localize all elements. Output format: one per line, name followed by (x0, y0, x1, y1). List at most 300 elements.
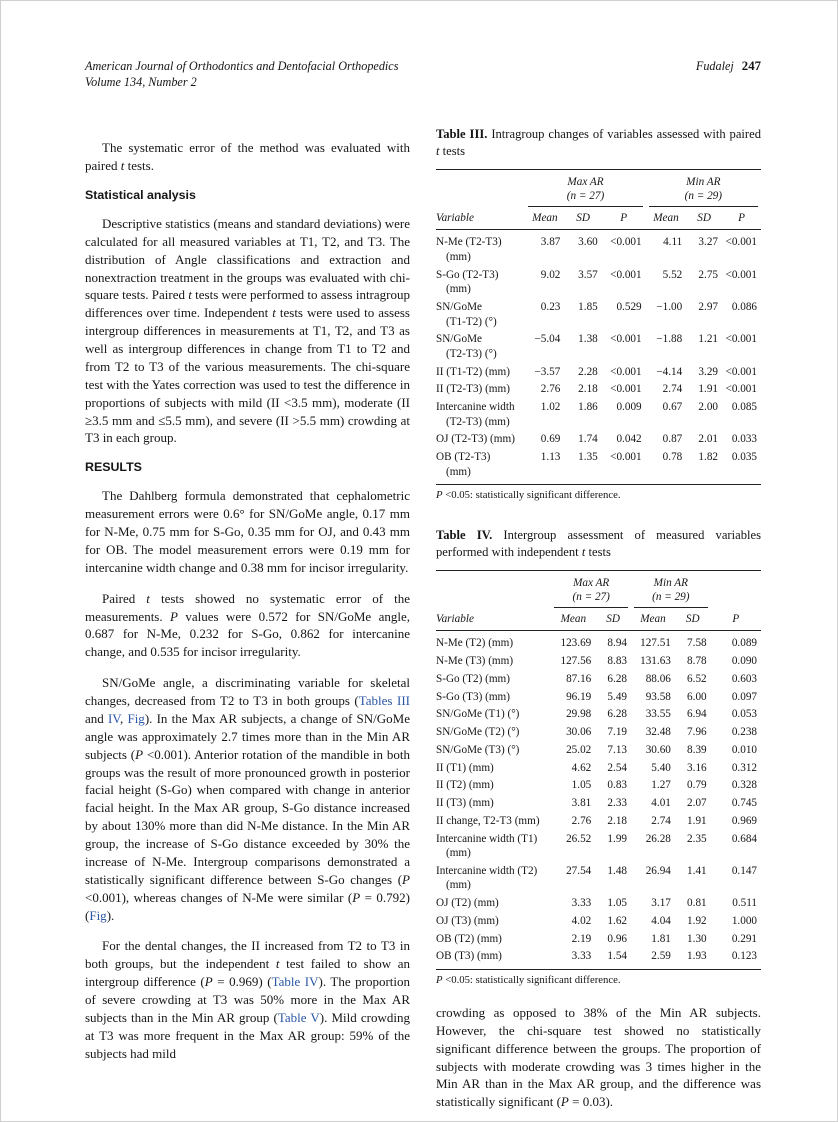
value-cell: 2.97 (698, 300, 718, 313)
value-cell: 1.13 (540, 451, 561, 464)
value-cell: 93.58 (645, 690, 671, 703)
column-header-p: P (722, 207, 761, 230)
value-cell: 0.312 (731, 761, 757, 774)
value-cell: <0.001 (610, 268, 642, 281)
table-row (436, 724, 761, 742)
page-header (85, 58, 761, 90)
two-column-body (85, 126, 761, 1122)
text-run: tests. (124, 158, 154, 174)
variable-cell: OJ (T3) (mm) (436, 914, 499, 927)
variable-cell: II change, T2-T3 (mm) (436, 814, 540, 827)
text-run: tests were performed to assess intragroup differences over time. Independent (85, 287, 410, 321)
value-cell: 0.529 (616, 300, 642, 313)
journal-title: American Journal of Orthodontics and Dentofacial Orthopedics (85, 59, 399, 73)
table-row (436, 741, 761, 759)
value-cell: 0.96 (607, 932, 627, 945)
value-cell: 1.48 (607, 864, 627, 877)
value-cell: 1.85 (578, 300, 598, 313)
value-cell: 4.11 (663, 236, 683, 249)
journal-volume: Volume 134, Number 2 (85, 75, 197, 90)
variable-cell: OB (T2-T3) (mm) (436, 451, 491, 478)
variable-cell: SN/GoMe (T1) (°) (436, 708, 520, 721)
table-row (436, 812, 761, 830)
value-cell: −4.14 (656, 365, 683, 378)
value-cell: 0.238 (731, 726, 757, 739)
table3-footnote (436, 489, 761, 503)
paragraph-dental-changes (85, 937, 410, 1062)
value-cell: 3.87 (540, 236, 561, 249)
value-cell: 2.75 (698, 268, 718, 281)
text-run: = 0.03). (568, 1094, 614, 1110)
text-run: P (436, 974, 443, 987)
variable-cell: SN/GoMe (T1-T2) (°) (436, 300, 497, 328)
variable-cell: S-Go (T3) (mm) (436, 690, 510, 703)
text-run: t (146, 590, 150, 606)
value-cell: 88.06 (645, 672, 671, 685)
value-cell: 0.745 (731, 797, 757, 810)
text-run: = 0.969) ( (212, 974, 272, 990)
table3-caption (436, 126, 761, 159)
group-n: (n = 27) (566, 190, 605, 203)
table4-group-max-ar (551, 570, 631, 608)
column-header-p: P (711, 608, 761, 631)
variable-cell: II (T1) (mm) (436, 761, 494, 774)
cross-reference-link[interactable]: Table IV (271, 974, 319, 990)
variable-cell: OB (T3) (mm) (436, 950, 502, 963)
value-cell: <0.001 (725, 383, 757, 396)
value-cell: 4.04 (651, 914, 671, 927)
text-run: t (272, 305, 276, 321)
value-cell: 5.40 (651, 761, 671, 774)
variable-cell: Intercanine width (T2-T3) (mm) (436, 401, 515, 428)
table-row (436, 431, 761, 449)
variable-cell: N-Me (T3) (mm) (436, 655, 514, 668)
value-cell: 123.69 (560, 637, 592, 650)
text-run: SN/GoMe angle, a discriminating variable for skeletal changes, decreased from T2 to T3 in both groups ( (85, 675, 410, 709)
variable-cell: SN/GoMe (T2) (°) (436, 726, 520, 739)
value-cell: 2.01 (698, 433, 718, 446)
variable-cell: Intercanine width (T2) (mm) (436, 864, 538, 892)
value-cell: <0.001 (725, 365, 757, 378)
value-cell: 1.62 (607, 914, 627, 927)
value-cell: <0.001 (610, 383, 642, 396)
table-row (436, 399, 761, 431)
value-cell: 6.00 (687, 690, 707, 703)
table-row (436, 706, 761, 724)
table-row (436, 777, 761, 795)
paragraph-paired-tests (85, 590, 410, 662)
value-cell: 3.57 (578, 268, 598, 281)
text-run: , (120, 710, 128, 726)
table-row (436, 759, 761, 777)
text-run: Descriptive statistics (means and standard deviations) were calculated for all measured variables at T1, T2, and T3. The distribution of Angle classifications and extraction and nonextraction treatment in the groups was evaluated with chi-square tests. Paired (85, 215, 410, 303)
text-run: ). Mild crowding at T3 was more frequent in the Max AR group: 59% of the subjects had mild (85, 1009, 410, 1061)
value-cell: 4.62 (571, 761, 592, 774)
value-cell: 6.94 (687, 708, 707, 721)
table-row (436, 449, 761, 485)
value-cell: 1.74 (578, 433, 598, 446)
column-header-variable: Variable (436, 608, 551, 631)
text-run: ). The proportion of severe crowding at T3 was 50% more in the Max AR subjects than in the Min AR group ( (85, 974, 410, 1025)
table3-empty-corner (436, 169, 525, 207)
text-run: ). In the Max AR subjects, a change of SN/GoMe angle was approximately 2.7 times more than in the Min AR subjects ( (85, 710, 411, 762)
text-run: P (204, 974, 213, 990)
text-run: tests (439, 143, 466, 158)
paragraph-sngome (85, 674, 410, 924)
column-header-sd: SD (564, 207, 601, 230)
value-cell: 0.010 (731, 743, 757, 756)
value-cell: 0.87 (662, 433, 683, 446)
value-cell: 2.00 (698, 401, 718, 414)
value-cell: 6.52 (687, 672, 707, 685)
text-run: = 0.792) ( (85, 889, 410, 923)
table-row (436, 653, 761, 671)
value-cell: 33.55 (645, 708, 671, 721)
value-cell: 6.28 (607, 672, 627, 685)
page-number: 247 (741, 59, 761, 73)
table4-footnote (436, 974, 761, 988)
table-row (436, 795, 761, 813)
value-cell: 0.67 (662, 401, 683, 414)
column-header-variable: Variable (436, 207, 525, 230)
value-cell: 6.28 (607, 708, 627, 721)
value-cell: 8.78 (687, 655, 707, 668)
table4-head (436, 570, 761, 631)
variable-cell: OJ (T2-T3) (mm) (436, 433, 515, 446)
text-run: crowding as opposed to 38% of the Min AR subjects. However, the chi-square test showed no statistically significant difference between the groups. The proportion of subjects with moderate crowding was 3 times higher in the Min AR than in the Max AR group, and the difference was statistically significant ( (436, 1004, 761, 1110)
value-cell: 7.96 (687, 726, 707, 739)
value-cell: 0.090 (731, 655, 757, 668)
paragraph-method-error (85, 139, 410, 175)
value-cell: 25.02 (566, 743, 592, 756)
value-cell: 0.147 (731, 864, 757, 877)
value-cell: 2.74 (651, 814, 671, 827)
table-row (436, 631, 761, 653)
text-run: P (402, 871, 410, 887)
value-cell: 1.38 (578, 333, 598, 346)
text-run: t (120, 158, 125, 174)
value-cell: 0.033 (731, 433, 757, 446)
column-header-p: P (602, 207, 646, 230)
value-cell: <0.001 (610, 365, 642, 378)
variable-cell: II (T2) (mm) (436, 779, 494, 792)
value-cell: 7.19 (607, 726, 627, 739)
value-cell: 30.60 (645, 743, 671, 756)
table-row (436, 266, 761, 298)
column-header-sd: SD (675, 608, 711, 631)
variable-cell: N-Me (T2-T3) (mm) (436, 236, 502, 263)
group-name: Min AR (653, 576, 688, 589)
value-cell: −5.04 (534, 333, 561, 346)
value-cell: −1.00 (656, 300, 683, 313)
value-cell: 29.98 (566, 708, 592, 721)
value-cell: 127.56 (560, 655, 592, 668)
group-n: (n = 29) (652, 591, 690, 604)
variable-cell: S-Go (T2) (mm) (436, 672, 510, 685)
value-cell: 1.21 (698, 333, 718, 346)
value-cell: <0.001 (725, 268, 757, 281)
value-cell: 1.91 (698, 383, 718, 396)
table-row (436, 670, 761, 688)
value-cell: 1.02 (540, 401, 561, 414)
section-heading-results: RESULTS (85, 460, 142, 475)
table-row (436, 381, 761, 399)
variable-cell: II (T1-T2) (mm) (436, 365, 510, 378)
table-row (436, 230, 761, 266)
section-heading-statistical-analysis: Statistical analysis (85, 187, 196, 202)
value-cell: 0.085 (731, 401, 757, 414)
value-cell: 2.76 (540, 383, 561, 396)
text-run: P (560, 1094, 569, 1110)
text-run: P (170, 608, 178, 624)
cross-reference-link[interactable]: IV (107, 710, 121, 726)
value-cell: 0.009 (616, 401, 642, 414)
value-cell: 87.16 (566, 672, 592, 685)
value-cell: 30.06 (566, 726, 592, 739)
column-header-mean: Mean (551, 608, 595, 631)
cross-reference-link[interactable]: Fig (89, 907, 107, 923)
value-cell: <0.001 (725, 236, 757, 249)
value-cell: 0.23 (540, 300, 561, 313)
text-run: t (275, 956, 280, 972)
value-cell: 1.35 (578, 451, 598, 464)
value-cell: 5.49 (607, 690, 627, 703)
table4-group-min-ar (631, 570, 711, 608)
group-name: Min AR (686, 175, 721, 188)
value-cell: 1.91 (687, 814, 707, 827)
table4-empty-corner (436, 570, 551, 608)
value-cell: 1.81 (651, 932, 671, 945)
column-header-mean: Mean (646, 207, 687, 230)
value-cell: 0.83 (607, 779, 627, 792)
value-cell: 0.328 (731, 779, 757, 792)
table-row (436, 688, 761, 706)
table4-caption (436, 527, 761, 560)
variable-cell: Intercanine width (T1) (mm) (436, 832, 538, 860)
value-cell: 4.01 (651, 797, 671, 810)
value-cell: 3.33 (571, 897, 592, 910)
column-header-mean: Mean (631, 608, 675, 631)
value-cell: <0.001 (610, 333, 642, 346)
text-run: Table IV. (436, 528, 493, 543)
text-run: P (135, 746, 144, 762)
text-run: Table III. (436, 127, 488, 142)
value-cell: 3.27 (698, 236, 718, 249)
value-cell: 2.19 (571, 932, 592, 945)
value-cell: 0.035 (731, 451, 757, 464)
value-cell: 2.35 (687, 832, 707, 845)
value-cell: 0.78 (662, 451, 683, 464)
value-cell: −1.88 (656, 333, 683, 346)
value-cell: 1.41 (687, 864, 707, 877)
value-cell: 2.74 (662, 383, 683, 396)
paragraph-crowding-continued (436, 1004, 761, 1111)
value-cell: 3.16 (687, 761, 707, 774)
text-run: test failed to show an intergroup difference ( (85, 956, 410, 990)
text-run: t (436, 143, 440, 158)
value-cell: 0.042 (616, 433, 642, 446)
journal-info (85, 58, 398, 90)
group-n: (n = 29) (684, 190, 722, 203)
text-run: The systematic error of the method was evaluated with paired (85, 140, 410, 174)
table-3 (436, 169, 761, 486)
value-cell: 1.86 (578, 401, 598, 414)
value-cell: 1.93 (687, 950, 707, 963)
value-cell: 1.99 (607, 832, 627, 845)
group-name: Max AR (567, 175, 604, 188)
text-run: P (436, 489, 443, 502)
text-run: Intergroup assessment of measured variables performed with independent (436, 528, 761, 559)
text-run: t (188, 287, 192, 303)
value-cell: 7.58 (687, 637, 707, 650)
value-cell: 0.79 (687, 779, 707, 792)
value-cell: 32.48 (645, 726, 671, 739)
text-run: <0.001). Anterior rotation of the mandible in both groups was the result of more pronounced growth in posterior facial height (S-Go) when compared with change in anterior facial height. In the Max AR group, S-Go distance increased by about 130% more than did N-Me distance. In the Min AR group, the increase of S-Go distance exceeded by 30% the increase of N-Me. Intergroup comparisons demonstrated a statistically significant difference between S-Go changes ( (85, 746, 410, 887)
value-cell: <0.001 (610, 451, 642, 464)
value-cell: 1.000 (731, 914, 757, 927)
value-cell: 1.27 (651, 779, 671, 792)
value-cell: 2.18 (607, 814, 627, 827)
value-cell: 8.94 (607, 637, 627, 650)
text-run: values were 0.572 for SN/GoMe angle, 0.687 for N-Me, 0.232 for S-Go, 0.862 for intercanine change, and 0.535 for incisor irregularity. (85, 608, 410, 660)
value-cell: −3.57 (534, 365, 561, 378)
text-run: t (581, 544, 586, 559)
value-cell: 2.28 (578, 365, 598, 378)
value-cell: 26.52 (566, 832, 592, 845)
value-cell: 127.51 (640, 637, 671, 650)
table-row (436, 298, 761, 330)
value-cell: <0.001 (725, 333, 757, 346)
table4-empty-p-group (711, 570, 761, 608)
table-row (436, 948, 761, 970)
variable-cell: II (T2-T3) (mm) (436, 383, 510, 396)
group-name: Max AR (573, 576, 610, 589)
table-4 (436, 570, 761, 970)
value-cell: 2.33 (607, 797, 627, 810)
variable-cell: SN/GoMe (T3) (°) (436, 743, 520, 756)
variable-cell: OJ (T2) (mm) (436, 897, 499, 910)
text-run: For the dental changes, the II increased from T2 to T3 in both groups, but the independent (85, 938, 410, 972)
table-row (436, 930, 761, 948)
value-cell: 0.684 (731, 832, 757, 845)
text-run: tests showed no systematic error of the measurements. (85, 590, 410, 624)
value-cell: 9.02 (540, 268, 561, 281)
table-row (436, 912, 761, 930)
value-cell: 26.28 (645, 832, 671, 845)
variable-cell: S-Go (T2-T3) (mm) (436, 268, 499, 296)
variable-cell: N-Me (T2) (mm) (436, 637, 514, 650)
value-cell: 0.089 (731, 637, 757, 650)
author-page-info (696, 58, 761, 75)
left-column (85, 126, 410, 1122)
text-run: ). (106, 907, 115, 923)
cross-reference-link[interactable]: Tables III (358, 693, 410, 709)
value-cell: 1.92 (687, 914, 707, 927)
value-cell: 2.54 (607, 761, 627, 774)
group-n: (n = 27) (572, 591, 610, 604)
value-cell: 4.02 (571, 914, 592, 927)
cross-reference-link[interactable]: Table V (277, 1009, 320, 1025)
value-cell: 0.123 (731, 950, 757, 963)
value-cell: 0.81 (687, 897, 707, 910)
text-run: The Dahlberg formula demonstrated that cephalometric measurement errors were 0.6° for SN/GoMe angle, 0.17 mm for N-Me, 0.75 mm for S-Go, 0.35 mm for OJ, and 0.43 mm for OB. The model measurement errors were 0.19 mm for intercanine width change and 0.38 mm for incisor irregularity. (85, 488, 410, 575)
cross-reference-link[interactable]: Fig (127, 710, 145, 726)
column-header-mean: Mean (525, 207, 564, 230)
value-cell: 0.969 (731, 814, 757, 827)
value-cell: 2.59 (651, 950, 671, 963)
value-cell: 3.29 (698, 365, 718, 378)
table4-body (436, 631, 761, 970)
table3-head (436, 169, 761, 230)
paragraph-dahlberg (85, 487, 410, 576)
value-cell: 1.82 (698, 451, 718, 464)
value-cell: 3.81 (571, 797, 592, 810)
table-row (436, 331, 761, 363)
value-cell: 0.603 (731, 672, 757, 685)
value-cell: 131.63 (640, 655, 671, 668)
value-cell: 1.05 (607, 897, 627, 910)
text-run: P (352, 889, 361, 905)
table3-group-max-ar (525, 169, 645, 207)
text-run: <0.001), whereas changes of N-Me were similar ( (85, 889, 353, 905)
variable-cell: OB (T2) (mm) (436, 932, 502, 945)
value-cell: <0.001 (610, 236, 642, 249)
value-cell: 5.52 (662, 268, 683, 281)
table3-group-min-ar (646, 169, 761, 207)
paragraph-statistical-analysis (85, 215, 410, 447)
column-header-sd: SD (595, 608, 631, 631)
value-cell: 0.511 (732, 897, 757, 910)
right-column (436, 126, 761, 1122)
value-cell: 7.13 (607, 743, 627, 756)
text-run: <0.05: statistically significant difference. (442, 974, 621, 987)
value-cell: 3.33 (571, 950, 592, 963)
value-cell: 3.60 (578, 236, 598, 249)
text-run: <0.05: statistically significant difference. (442, 489, 621, 502)
value-cell: 27.54 (566, 864, 592, 877)
table-row (436, 862, 761, 894)
value-cell: 0.097 (731, 690, 757, 703)
table-row (436, 895, 761, 913)
author-name: Fudalej (695, 59, 734, 73)
value-cell: 1.54 (607, 950, 627, 963)
value-cell: 0.086 (731, 300, 757, 313)
value-cell: 0.69 (540, 433, 561, 446)
value-cell: 1.30 (687, 932, 707, 945)
value-cell: 2.07 (687, 797, 707, 810)
value-cell: 8.83 (607, 655, 627, 668)
text-run: Paired (102, 590, 147, 606)
table-row (436, 830, 761, 862)
variable-cell: II (T3) (mm) (436, 797, 494, 810)
value-cell: 1.05 (571, 779, 592, 792)
value-cell: 2.18 (578, 383, 598, 396)
value-cell: 8.39 (687, 743, 707, 756)
value-cell: 2.76 (571, 814, 592, 827)
text-run: tests (585, 544, 611, 559)
value-cell: 3.17 (651, 897, 671, 910)
value-cell: 26.94 (645, 864, 671, 877)
value-cell: 0.291 (731, 932, 757, 945)
column-header-sd: SD (686, 207, 722, 230)
table3-body (436, 230, 761, 485)
text-run: tests were used to assess intergroup differences in measurements at T1, T2, and T3 as well as intergroup differences in change from T1 to T2 and from T2 to T3 of the various measurements. The chi-square test with the Yates correction was used to test the difference in proportions of subjects with mild (II <3.5 mm), moderate (II ≥3.5 mm and ≤5.5 mm), and severe (II >5.5 mm) crowding at T3 in each group. (85, 305, 410, 446)
value-cell: 0.053 (731, 708, 757, 721)
table-row (436, 363, 761, 381)
variable-cell: SN/GoMe (T2-T3) (°) (436, 333, 497, 360)
text-run: Intragroup changes of variables assessed with paired (487, 127, 761, 142)
value-cell: 96.19 (566, 690, 592, 703)
